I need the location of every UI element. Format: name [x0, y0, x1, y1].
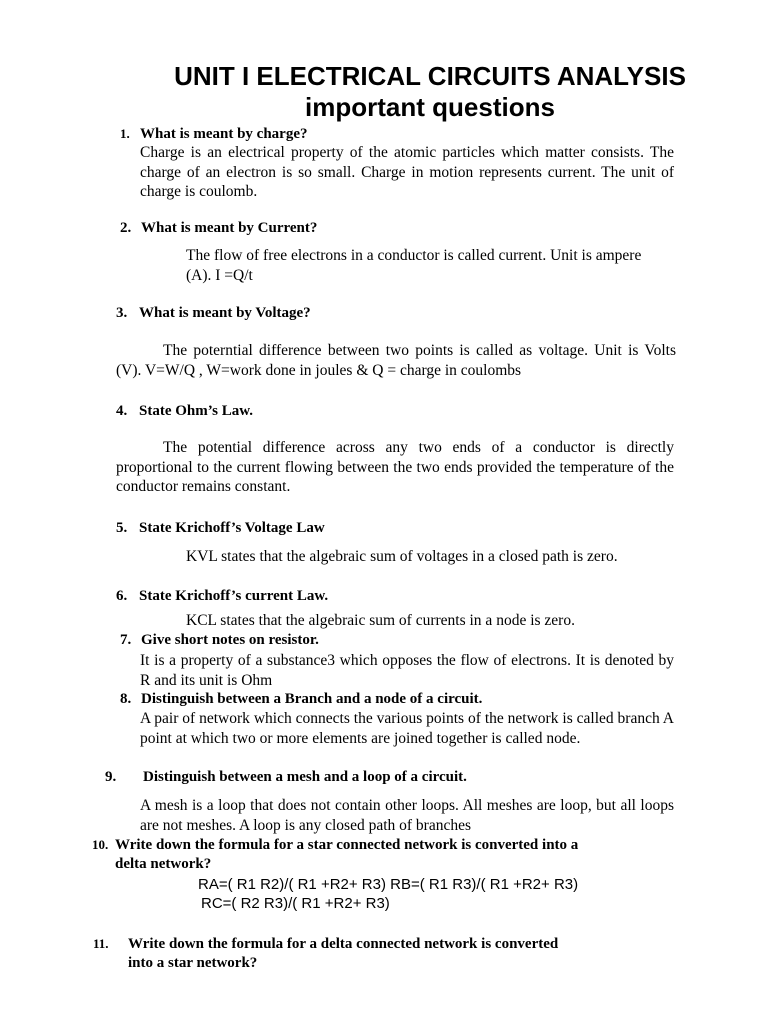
- answer-9: A mesh is a loop that does not contain other loops. All meshes are loop, but all loops are not meshes. A loop is any closed path of branches: [140, 797, 674, 834]
- question-number: 8.: [120, 691, 132, 707]
- question-number: 10.: [92, 837, 109, 852]
- question-text: What is meant by Voltage?: [139, 305, 311, 321]
- formula-rc: RC=( R2 R3)/( R1 +R2+ R3): [201, 895, 390, 912]
- question-number: 7.: [120, 632, 132, 648]
- question-7: [120, 631, 319, 650]
- question-5: [116, 519, 325, 538]
- question-11-continued: into a star network?: [128, 955, 258, 971]
- answer-7: It is a property of a substance3 which opposes the flow of electrons. It is denoted by R and its unit is Ohm: [140, 652, 674, 689]
- question-3: [116, 304, 311, 323]
- question-number: 1.: [120, 126, 130, 141]
- question-8: [120, 690, 482, 709]
- question-number: 3.: [116, 305, 128, 321]
- question-text: State Krichoff’s current Law.: [139, 588, 329, 604]
- question-11: [93, 934, 558, 954]
- question-number: 9.: [105, 769, 117, 785]
- question-2: [120, 219, 317, 238]
- answer-1: Charge is an electrical property of the atomic particles which matter consists. The charge of an electron is so small. Charge in motion represents current. The unit of charge is coulomb.: [140, 144, 674, 200]
- question-number: 5.: [116, 520, 128, 536]
- question-text: State Ohm’s Law.: [139, 403, 254, 419]
- question-4: [116, 402, 253, 421]
- question-text: Distinguish between a Branch and a node of a circuit.: [141, 691, 483, 707]
- question-number: 4.: [116, 403, 128, 419]
- page-title: UNIT I ELECTRICAL CIRCUITS ANALYSIS: [174, 61, 686, 91]
- question-1: [120, 124, 308, 144]
- question-number: 11.: [93, 936, 109, 951]
- page-subtitle: important questions: [305, 92, 555, 122]
- formula-ra-rb: RA=( R1 R2)/( R1 +R2+ R3) RB=( R1 R3)/( R1 +R2+ R3): [198, 876, 579, 893]
- question-number: 6.: [116, 588, 128, 604]
- question-number: 2.: [120, 220, 132, 236]
- answer-8: A pair of network which connects the various points of the network is called branch A point at which two or more elements are joined together is called node.: [140, 710, 674, 747]
- question-text: Write down the formula for a delta connected network is converted: [128, 936, 559, 952]
- question-text: What is meant by charge?: [140, 126, 308, 142]
- question-10-continued: delta network?: [115, 856, 212, 872]
- answer-6: KCL states that the algebraic sum of currents in a node is zero.: [186, 612, 575, 629]
- question-text: State Krichoff’s Voltage Law: [139, 520, 325, 536]
- question-9: [105, 768, 467, 787]
- question-10: [92, 835, 578, 855]
- question-text: Distinguish between a mesh and a loop of a circuit.: [143, 769, 467, 785]
- question-text: What is meant by Current?: [141, 220, 318, 236]
- answer-5: KVL states that the algebraic sum of voltages in a closed path is zero.: [186, 548, 618, 565]
- question-text: Give short notes on resistor.: [141, 632, 319, 648]
- answer-3: The poterntial difference between two points is called as voltage. Unit is Volts (V). V=W/Q , W=work done in joules & Q = charge in coulombs: [116, 342, 676, 379]
- question-text: Write down the formula for a star connected network is converted into a: [115, 837, 579, 853]
- answer-2: The flow of free electrons in a conductor is called current. Unit is ampere (A). I =Q/t: [186, 247, 642, 284]
- answer-4: The potential difference across any two ends of a conductor is directly proportional to the current flowing between the two ends provided the temperature of the conductor remains constant.: [116, 439, 674, 495]
- question-6: [116, 587, 328, 606]
